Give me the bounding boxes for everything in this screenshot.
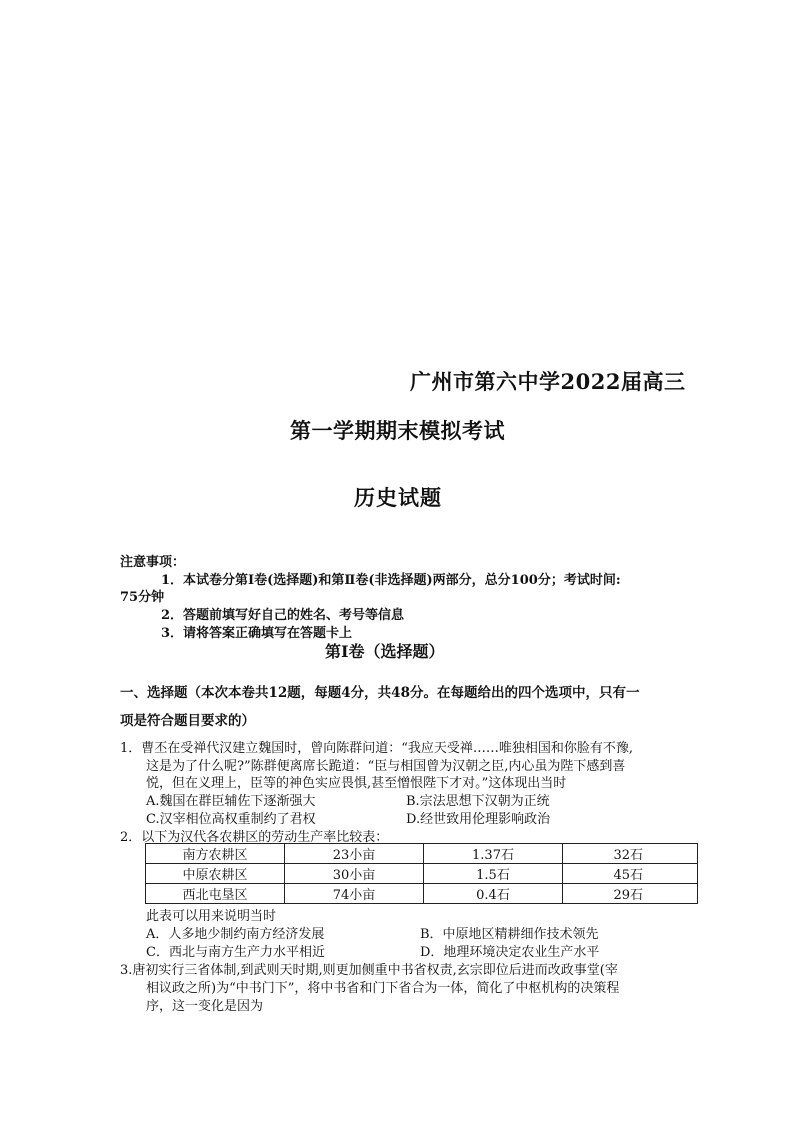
- q2-option-b: B．中原地区精耕细作技术领先: [420, 927, 599, 942]
- q1-option-d: D.经世致用伦理影响政治: [406, 812, 551, 827]
- section-title: 第Ⅰ卷（选择题）: [325, 642, 445, 661]
- table-cell: 29石: [563, 884, 698, 904]
- q1-option-a: A.魏国在群臣辅佐下逐渐强大: [146, 794, 316, 809]
- q2-option-c: C．西北与南方生产力水平相近: [146, 945, 325, 960]
- table-cell: 南方农耕区: [146, 844, 285, 864]
- q1-stem-line-1: 1．曹丕在受禅代汉建立魏国时，曾向陈群问道：“我应天受禅……唯独相国和你脸有不豫,: [120, 741, 634, 756]
- q3-stem-line-1: 3.唐初实行三省体制,到武则天时期,则更加侧重中书省权责,玄宗即位后进而改政事堂(宰: [120, 963, 618, 978]
- q3-stem-line-3: 序，这一变化是因为: [146, 999, 264, 1014]
- q2-option-d: D．地理环境决定农业生产水平: [420, 945, 600, 960]
- notice-heading: 注意事项：: [120, 555, 186, 570]
- part-one-instruction: 一、选择题（本次本卷共12题，每题4分，共48分。在每题给出的四个选项中，只有一: [120, 685, 640, 701]
- part-one-instruction-cont: 项是符合题目要求的）: [120, 713, 255, 729]
- q2-stem: 2．以下为汉代各农耕区的劳动生产率比较表：: [120, 830, 389, 845]
- table-cell: 32石: [563, 844, 698, 864]
- table-cell: 中原农耕区: [146, 864, 285, 884]
- q1-stem-line-3: 悦，但在义理上，臣等的神色实应畏惧,甚至憎恨陛下才对。”这体现出当时: [146, 776, 567, 791]
- productivity-table: [145, 843, 698, 904]
- table-cell: 45石: [563, 864, 698, 884]
- title-line-1: 广州市第六中学2022届高三: [410, 369, 686, 394]
- title-line-2: 第一学期期末模拟考试: [290, 418, 505, 443]
- notice-item-1-cont: 75分钟: [120, 590, 165, 605]
- notice-item-2: 2．答题前填写好自己的姓名、考号等信息: [161, 608, 405, 623]
- table-cell: 0.4石: [424, 884, 563, 904]
- table-cell: 74小亩: [285, 884, 424, 904]
- q2-after-table: 此表可以用来说明当时: [146, 909, 277, 924]
- table-cell: 1.37石: [424, 844, 563, 864]
- table-cell: 23小亩: [285, 844, 424, 864]
- table-row: [146, 864, 698, 884]
- q1-option-c: C.汉宰相位高权重制约了君权: [146, 812, 316, 827]
- table-cell: 西北屯垦区: [146, 884, 285, 904]
- q2-option-a: A．人多地少制约南方经济发展: [146, 927, 325, 942]
- table-cell: 1.5石: [424, 864, 563, 884]
- table-cell: 30小亩: [285, 864, 424, 884]
- title-line-3: 历史试题: [354, 485, 442, 510]
- notice-item-1: 1．本试卷分第Ⅰ卷(选择题)和第Ⅱ卷(非选择题)两部分，总分100分；考试时间:: [161, 573, 621, 588]
- table-row: [146, 844, 698, 864]
- q1-option-b: B.宗法思想下汉朝为正统: [406, 794, 550, 809]
- q3-stem-line-2: 相议政之所)为“中书门下”，将中书省和门下省合为一体，简化了中枢机构的决策程: [146, 981, 620, 996]
- notice-item-3: 3．请将答案正确填写在答题卡上: [161, 626, 353, 641]
- q1-stem-line-2: 这是为了什么呢?”陈群便离席长跪道：“臣与相国曾为汉朝之臣,内心虽为陛下感到喜: [146, 759, 626, 774]
- table-row: [146, 884, 698, 904]
